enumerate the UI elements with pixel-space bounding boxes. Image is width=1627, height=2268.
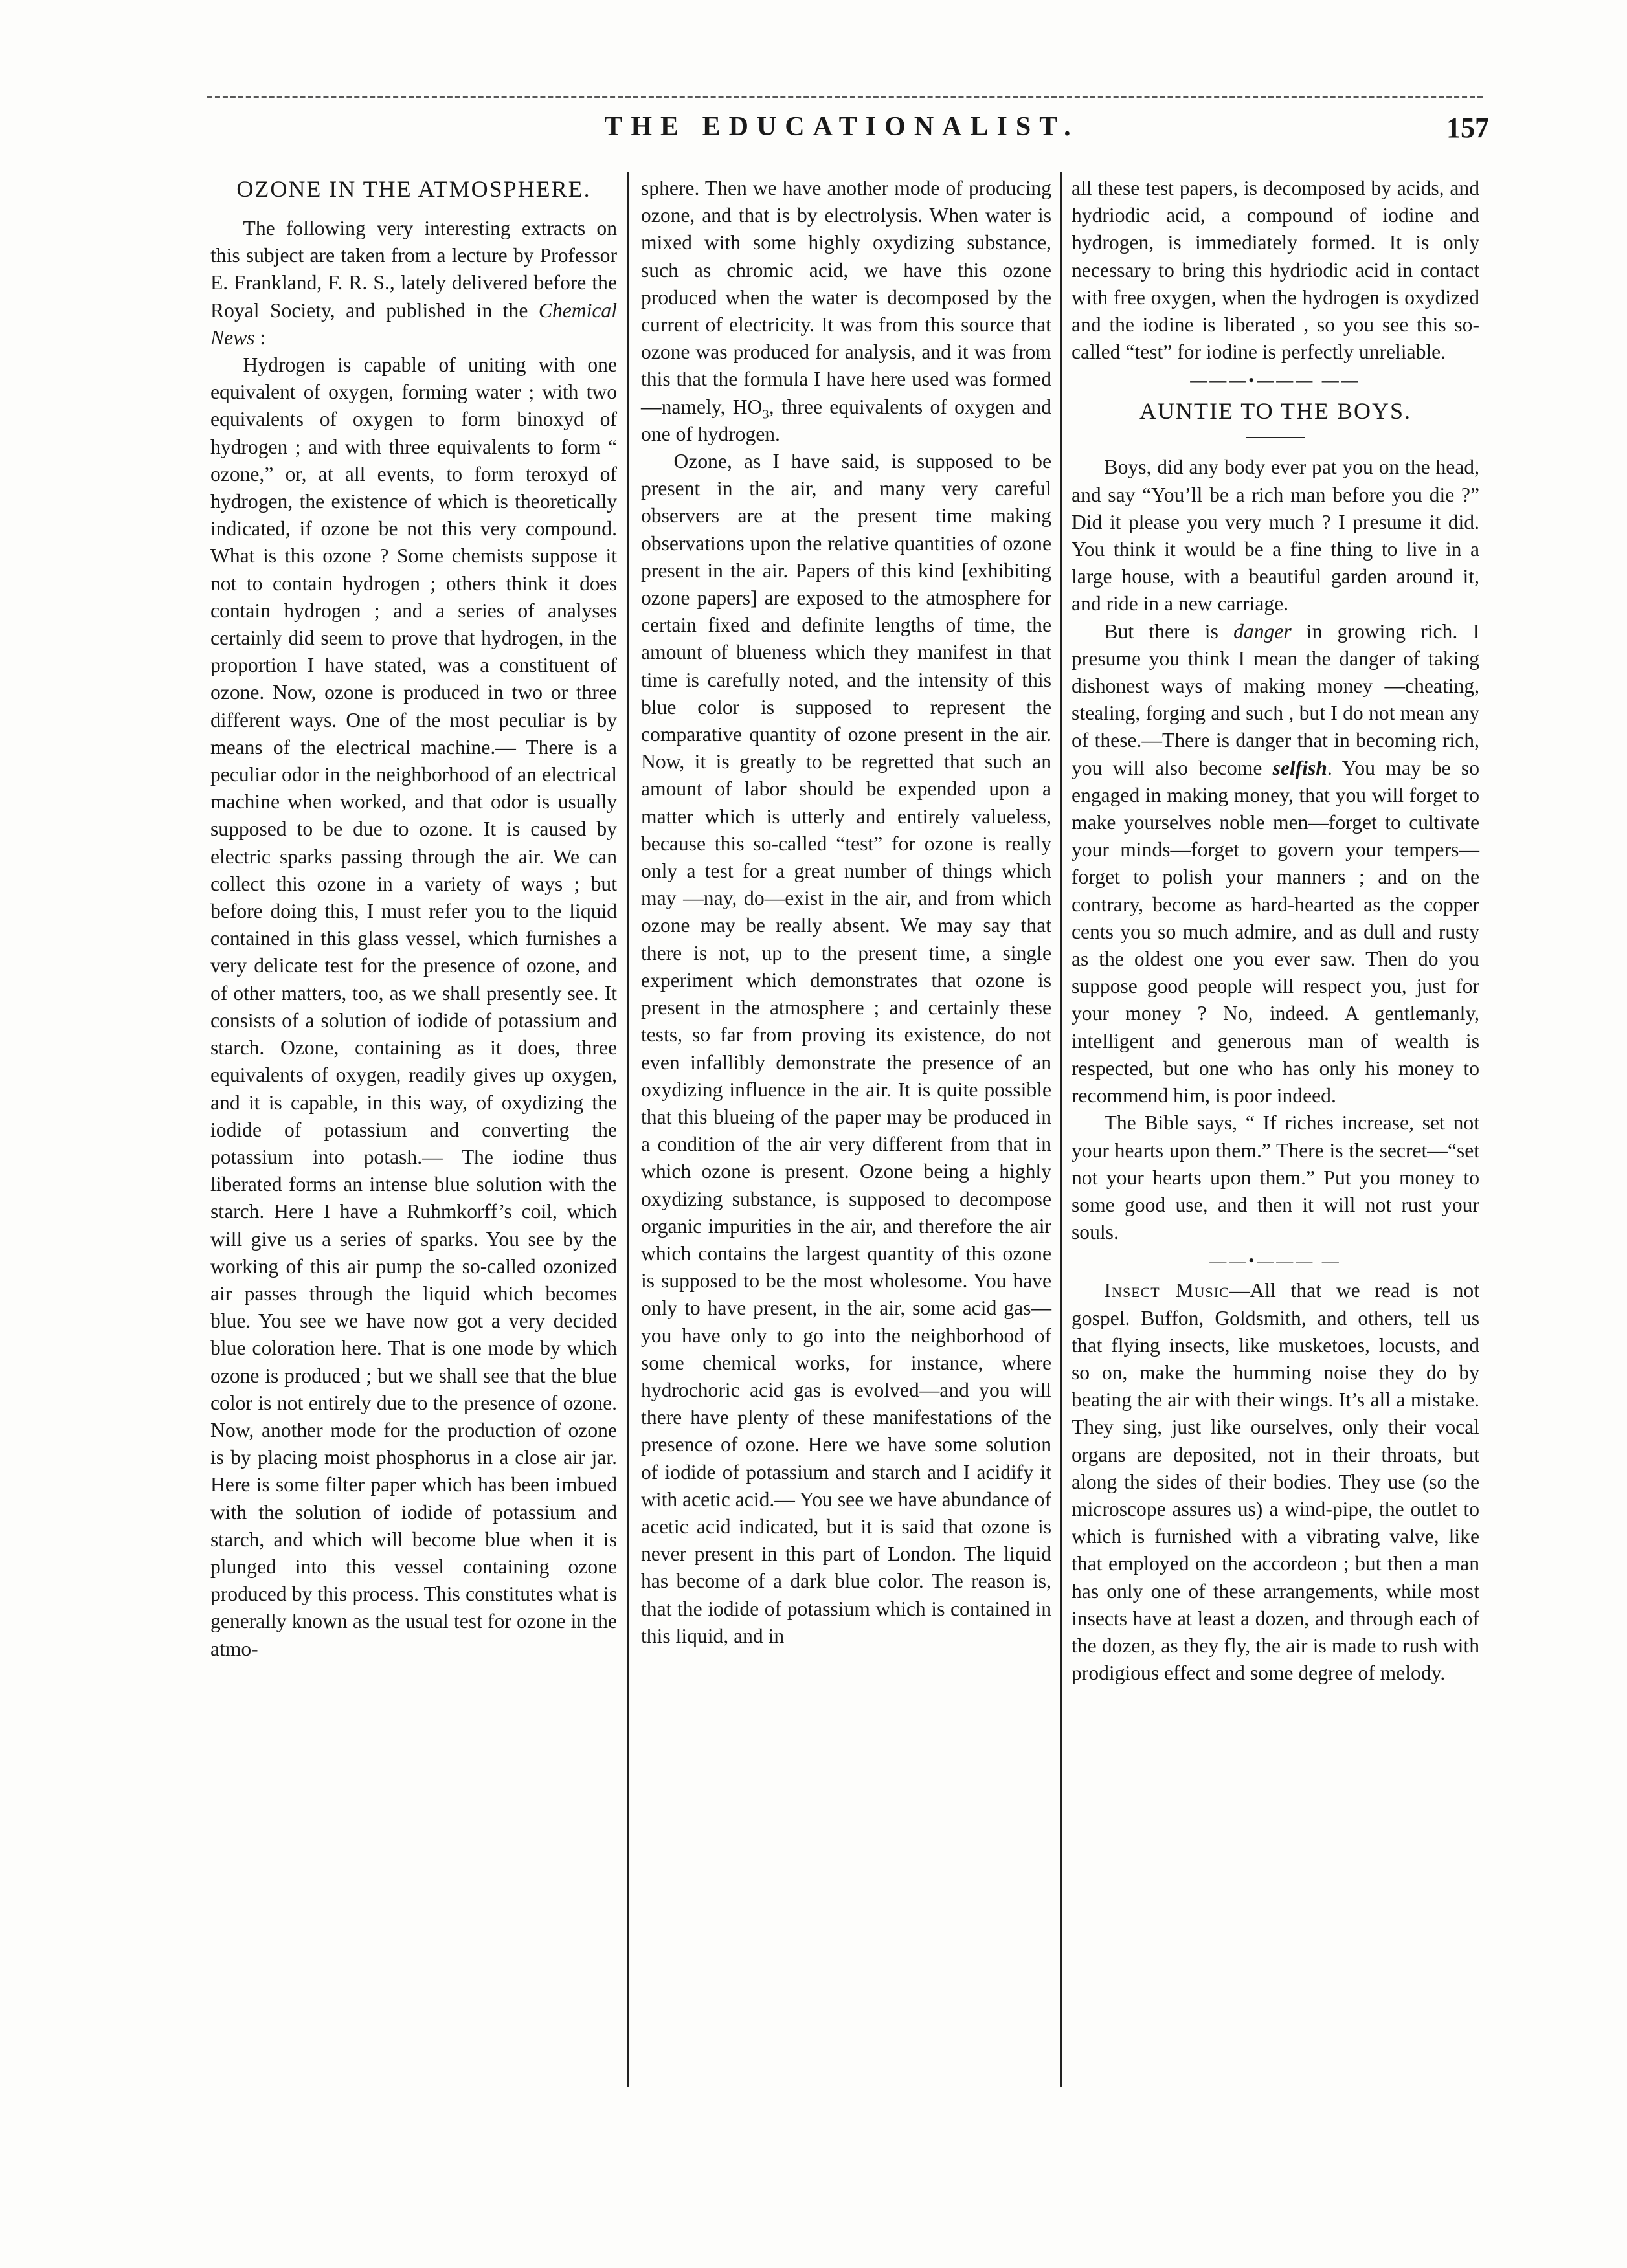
ozone-formula-base: HO [732,395,763,418]
auntie-paragraph-3: The Bible says, “ If riches increase, set not your hearts upon them.” There is the secret—“set not your hearts upon them.” Put you money to some good use, and then it will not rust your souls. [1072,1111,1479,1244]
section-divider-2: ——•——— — [1209,1251,1341,1271]
ozone-intro-journal: Chemical News [210,298,617,349]
column-rule-2 [1060,172,1062,2087]
insect-music-paragraph [1072,1277,1479,1687]
column-1 [210,175,617,1663]
page-number: 157 [1446,112,1489,144]
section-divider-1: ———•——— —— [1190,371,1361,390]
top-rule [207,96,1483,102]
ozone-intro-text: The following very interesting extracts on this subject are taken from a lecture by Professor E. Frankland, F. R. S., lately delivered before the Royal Society, and published in the [210,217,617,322]
auntie-p2-a: But there is [1104,619,1234,643]
auntie-paragraph-2 [1072,618,1479,1110]
ozone-paragraph-2-end: , three equivalents of oxygen and one of hydrogen. [641,395,1051,445]
journal-title: THE EDUCATIONALIST. [604,112,1079,142]
auntie-p2-selfish: selfish [1272,756,1327,779]
auntie-paragraph-1: Boys, did any body ever pat you on the head, and say “You’ll be a rich man before you die ?” Did it please you very much ? I presume it did. You think it would be a fine thing to live in a large house, with a beautiful garden around it, and ride in a new carriage. [1072,456,1479,616]
ozone-paragraph-4: all these test papers, is decomposed by acids, and hydriodic acid, a compound of iodine and hydrogen, is immediately formed. It is only necessary to bring this hydriodic acid in contact with free oxygen, when the hydrogen is oxydized and the iodine is liberated , so you see this so-called “test” for iodine is perfectly unreliable. [1072,177,1479,364]
insect-music-lead: Insect Music [1104,1279,1229,1302]
column-3 [1072,175,1479,1687]
ozone-intro [210,215,617,351]
insect-music-body: —All that we read is not gospel. Buffon, Goldsmith, and others, tell us that flying insects, like musketoes, locusts, and so on, make the humming noise they do by beating the air with their wings. It’s all a mistake. They sing, just like ourselves, only their vocal organs are deposited, not in their throats, but along the sides of their bodies. They use (so the microscope assures us) a wind-pipe, the outlet to which is furnished with a vibrating valve, like that employed on the accordeon ; but then a man has only one of these arrangements, while most insects have at least a dozen, and through each of the dozen, as they fly, the air is made to rush with prodigious effect and some degree of melody. [1072,1279,1480,1685]
auntie-p2-c: . You may be so engaged in making money, that you will forget to make yourselves noble men—forget to cultivate your minds—forget to govern your tempers—forget to polish your manners ; and on the contrary, become as hard-hearted as the copper cents you so much admire, and as dull and rusty as the oldest one you ever saw. Then do you suppose good people will respect you, just for your money ? No, indeed. A gentlemanly, intelligent and generous man of wealth is respected, but one who has only his money to recommend him, is poor indeed. [1072,756,1479,1107]
ozone-paragraph-2-text: sphere. Then we have another mode of producing ozone, and that is by electrolysis. When water is mixed with some highly oxydizing substance, such as chromic acid, we have this ozone produced when the water is decomposed by the current of electricity. It was from this source that ozone was produced for analysis, and it was from this that the formula I have here used was formed—namely, [641,177,1051,418]
column-rule-1 [627,172,629,2087]
ozone-formula [732,395,769,421]
ozone-paragraph-3: Ozone, as I have said, is supposed to be present in the air, and many very careful observers are at the present time making observations upon the relative quantities of ozone present in the air. Papers of this kind [exhibiting ozone papers] are exposed to the atmosphere for certain fixed and definite lengths of time, the amount of blueness which they manifest in that time is carefully noted, and the intensity of this blue color is supposed to represent the comparative quantity of ozone present in the air. Now, it is greatly to be regretted that such an amount of labor should be expended upon a matter which is utterly and entirely valueless, because this so-called “test” for ozone is really only a test for a great number of things which may —nay, do—exist in the air, and from which ozone may be really absent. We may say that there is not, up to the present time, a single experiment which demonstrates that ozone is present in the atmosphere ; and certainly these tests, so far from proving its existence, do not even infallibly demonstrate the presence of an oxydizing influence in the air. It is quite possible that this blueing of the paper may be produced in a condition of the air very different from that in which ozone is present. Ozone being a highly oxydizing substance, is supposed to decompose organic impurities in the air, and therefore the air which contains the largest quantity of this ozone is supposed to be the most wholesome. You have only to have present, in the air, some acid gas—you have only to go into the neighborhood of some chemical works, for instance, where hydrochoric acid gas is evolved—and you will there have plenty of these manifestations of the presence of ozone. Here we have some solution of iodide of potassium and starch and I acidify it with acetic acid.— You see we have abundance of acetic acid indicated, but it is said that ozone is never present in this part of London. The liquid has become of a dark blue color. The reason is, that the iodide of potassium which is contained in this liquid, and in [641,450,1051,1647]
ozone-formula-subscript: 3 [762,406,769,421]
column-2 [641,175,1051,1650]
ozone-article-title: OZONE IN THE ATMOSPHERE. [236,176,591,202]
page-header [194,111,1489,150]
title-underline [1246,437,1305,438]
ozone-paragraph-2 [641,175,1051,448]
auntie-p2-danger: danger [1233,619,1292,643]
auntie-article-title: AUNTIE TO THE BOYS. [1139,398,1411,425]
ozone-paragraph-1: Hydrogen is capable of uniting with one equivalent of oxygen, forming water ; with two equivalents of oxygen to form binoxyd of hydrogen ; and with three equivalents to form “ ozone,” or, at all events, to form teroxyd of hydrogen, the existence of which is theoretically indicated, if ozone be not this very compound. What is this ozone ? Some chemists suppose it not to contain hydrogen ; others think it does contain hydrogen ; and a series of analyses certainly did seem to prove that hydrogen, in the proportion I have stated, was a constituent of ozone. Now, ozone is produced in two or three different ways. One of the most peculiar is by means of the electrical machine.— There is a peculiar odor in the neighborhood of an electrical machine when worked, and that odor is usually supposed to be due to ozone. It is caused by electric sparks passing through the air. We can collect this ozone in a variety of ways ; but before doing this, I must refer you to the liquid contained in this glass vessel, which furnishes a very delicate test for the presence of ozone, and of other matters, too, as we shall presently see. It consists of a solution of iodide of potassium and starch. Ozone, containing as it does, three equivalents of oxygen, readily gives up oxygen, and it is capable, in this way, of oxydizing the iodide of potassium and converting the potassium into potash.— The iodine thus liberated forms an intense blue solution with the starch. Here I have a Ruhmkorff’s coil, which will give us a series of sparks. You see by the working of this air pump the so-called ozonized air passes through the liquid which becomes blue. You see we have now got a very decided blue coloration here. That is one mode by which ozone is produced ; but we shall see that the blue color is not entirely due to the presence of ozone. Now, another mode for the production of ozone is by placing moist phosphorus in a close air jar. Here is some filter paper which has been imbued with the solution of iodide of potassium and starch, and which will become blue when it is plunged into this vessel containing ozone produced by this process. This constitutes what is generally known as the usual test for ozone in the atmo- [210,353,617,1660]
ozone-intro-end: : [254,326,266,349]
auntie-p2-b: in growing rich. I presume you think I mean the danger of taking dishonest ways of making money —cheating, stealing, forging and such , but I do not mean any of these.—There is danger that in becoming rich, you will also become [1072,619,1479,779]
